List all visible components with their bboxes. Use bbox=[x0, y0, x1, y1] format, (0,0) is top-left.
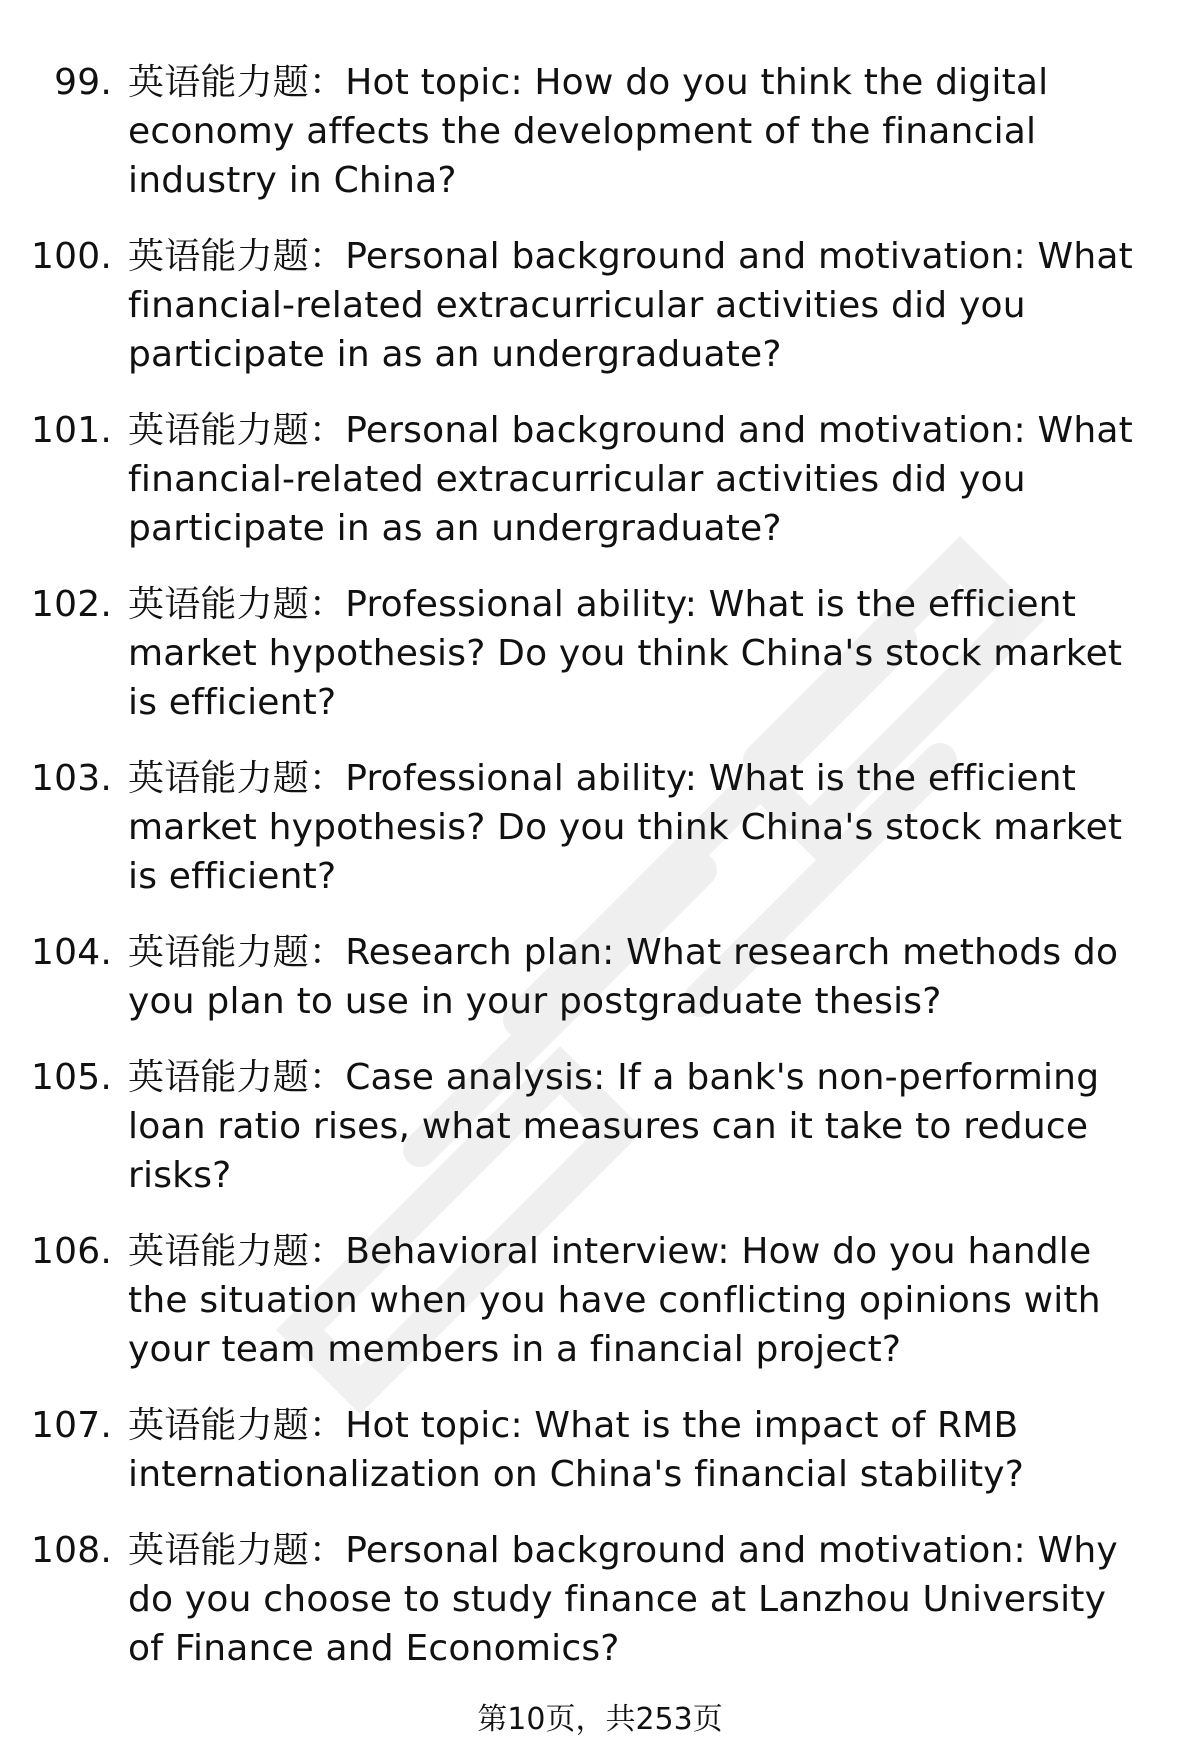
question-text: 英语能力题：Professional ability: What is the efficient market hypothesis? Do you think China's stock market is efficient? bbox=[128, 758, 1123, 897]
question-number: 100. bbox=[31, 236, 112, 277]
question-text: 英语能力题：Hot topic: What is the impact of RMB internationalization on China's financial stability? bbox=[128, 1405, 1025, 1495]
question-item bbox=[0, 232, 1200, 379]
question-text: 英语能力题：Case analysis: If a bank's non-performing loan ratio rises, what measures can it take to reduce risks? bbox=[128, 1057, 1100, 1196]
question-item bbox=[0, 580, 1200, 727]
question-item bbox=[0, 1526, 1200, 1673]
question-number: 101. bbox=[31, 410, 112, 451]
question-text: 英语能力题：Personal background and motivation: Why do you choose to study finance at Lanzhou University of Finance and Economics? bbox=[128, 1530, 1118, 1669]
question-number: 107. bbox=[31, 1405, 112, 1446]
question-item bbox=[0, 1053, 1200, 1200]
question-number: 99. bbox=[54, 62, 112, 103]
question-text: 英语能力题：Personal background and motivation: What financial-related extracurricular activities did you participate in as an undergraduate? bbox=[128, 236, 1133, 375]
question-number: 102. bbox=[31, 584, 112, 625]
question-item bbox=[0, 1401, 1200, 1499]
question-text: 英语能力题：Research plan: What research methods do you plan to use in your postgraduate thesis? bbox=[128, 932, 1119, 1022]
question-item bbox=[0, 928, 1200, 1026]
question-number: 105. bbox=[31, 1057, 112, 1098]
page-number-label: 第10页，共253页 bbox=[477, 1702, 723, 1737]
question-item bbox=[0, 754, 1200, 901]
page-footer bbox=[0, 1700, 1200, 1740]
question-list bbox=[0, 58, 1200, 1700]
question-number: 103. bbox=[31, 758, 112, 799]
question-text: 英语能力题：Personal background and motivation: What financial-related extracurricular activities did you participate in as an undergraduate? bbox=[128, 410, 1133, 549]
question-number: 108. bbox=[31, 1530, 112, 1571]
question-number: 104. bbox=[31, 932, 112, 973]
question-item bbox=[0, 406, 1200, 553]
question-text: 英语能力题：Professional ability: What is the efficient market hypothesis? Do you think China's stock market is efficient? bbox=[128, 584, 1123, 723]
question-number: 106. bbox=[31, 1231, 112, 1272]
question-text: 英语能力题：Behavioral interview: How do you handle the situation when you have conflicting opinions with your team members in a financial project? bbox=[128, 1231, 1101, 1370]
question-item bbox=[0, 1227, 1200, 1374]
question-item bbox=[0, 58, 1200, 205]
question-text: 英语能力题：Hot topic: How do you think the digital economy affects the development of the financial industry in China? bbox=[128, 62, 1049, 201]
